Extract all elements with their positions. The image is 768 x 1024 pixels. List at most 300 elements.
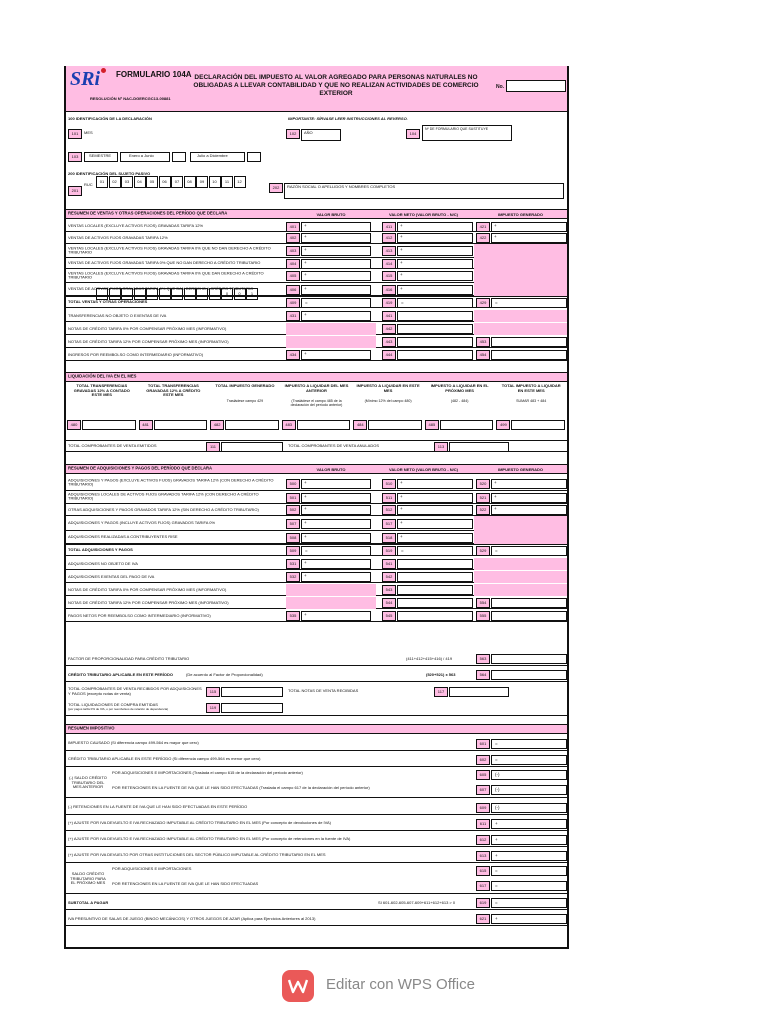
value-bruto-input[interactable] xyxy=(301,479,371,489)
ventas-row-label: VENTAS DE ACTIVOS FIJOS GRAVADAS TARIFA 12% xyxy=(68,234,168,240)
form-code: FORMULARIO 104A xyxy=(116,70,192,79)
month-option[interactable]: 10 xyxy=(209,176,221,188)
emitidos-row xyxy=(66,440,567,452)
impuesto-input[interactable] xyxy=(491,222,567,232)
saldo-anterior-item: POR ADQUISICIONES E IMPORTACIONES (Traslada el campo 615 de la declaración del período anterior) xyxy=(112,770,303,775)
plus-sign: + xyxy=(304,247,307,252)
sign-symbol: (-) xyxy=(495,787,500,792)
value-bruto-input[interactable] xyxy=(301,271,371,281)
impositivo-adjust-label: (+) AJUSTE POR IVA DEVUELTO POR OTRAS INSTITUCIONES DEL SECTOR PÚBLICO IMPUTABLE AL CRÉDITO TRIBUTARIO EN EL MES xyxy=(68,851,326,857)
value-bruto-input[interactable] xyxy=(301,611,371,621)
value-neto-input[interactable] xyxy=(397,585,473,595)
value-bruto-input[interactable] xyxy=(301,246,371,256)
sign-symbol: = xyxy=(495,868,498,873)
emitidos-input[interactable] xyxy=(221,442,283,452)
liquidacion-code: 485 xyxy=(425,420,439,430)
sem2-checkbox[interactable] xyxy=(247,152,261,162)
plus-sign: + xyxy=(304,285,307,291)
code-101: 101 xyxy=(68,129,82,139)
equals-sign: = xyxy=(495,300,498,305)
liquidacion-input[interactable] xyxy=(154,420,208,430)
ventas-row-label: VENTAS DE ACTIVOS FIJOS GRAVADAS TARIFA 0% QUE NO DAN DERECHO A CRÉDITO TRIBUTARIO xyxy=(68,259,261,265)
notas-venta-input[interactable] xyxy=(449,687,509,697)
impositivo-title: RESUMEN IMPOSITIVO xyxy=(68,725,115,731)
impuesto-input[interactable] xyxy=(491,479,567,489)
field-code: 612 xyxy=(476,835,490,845)
value-bruto-input[interactable] xyxy=(301,350,371,360)
plus-sign: + xyxy=(304,560,307,565)
plus-sign: + xyxy=(494,479,497,485)
credito-periodo-formula: (520+521) x 563 xyxy=(426,672,456,677)
adquisiciones-extra-row xyxy=(66,558,567,570)
liquidacion-col-sub: Trasládese campo 429 xyxy=(226,399,264,403)
field-code: 615 xyxy=(476,866,490,876)
month-option[interactable]: 11 xyxy=(221,176,233,188)
saldo-anterior-item: POR RETENCIONES EN LA FUENTE DE IVA QUE LE HAN SIDO EFECTUADAS (Traslada el campo 617 de la declaración del período anterior) xyxy=(112,785,370,790)
liquidacion-title: LIQUIDACIÓN DEL IVA EN EL MES xyxy=(68,373,137,379)
field-code: 412 xyxy=(382,233,396,243)
saldo-proximo-item: POR RETENCIONES EN LA FUENTE DE IVA QUE LE HAN SIDO EFECTUADAS xyxy=(112,881,259,886)
field-code: 500 xyxy=(286,479,300,489)
impositivo-row-label-row xyxy=(66,752,567,767)
field-code: 521 xyxy=(476,493,490,503)
plus-sign: + xyxy=(400,285,403,291)
impositivo-row-label-row xyxy=(66,736,567,751)
field-code: 434 xyxy=(286,350,300,360)
presuntivo-label-input[interactable] xyxy=(491,914,567,924)
liquidacion-input[interactable] xyxy=(511,420,565,430)
ruc-digit[interactable]: 1 xyxy=(246,288,258,300)
liquidacion-code: 482 xyxy=(210,420,224,430)
subtotal-label-input[interactable] xyxy=(491,898,567,908)
adquisiciones-row-label: ADQUISICIONES REALIZADAS A CONTRIBUYENTES RISE xyxy=(68,533,178,539)
value-neto-input[interactable] xyxy=(397,259,473,269)
value-neto-input[interactable] xyxy=(397,598,473,608)
blocked-cell xyxy=(286,336,376,348)
liquidacion-col-head: TOTAL TRANSFERENCIAS GRAVADAS 12% A CONTADO ESTE MES xyxy=(73,383,130,398)
saldo-proximo-item: POR ADQUISICIONES E IMPORTACIONES xyxy=(112,866,192,871)
notas-venta-label: TOTAL NOTAS DE VENTA RECIBIDAS xyxy=(288,688,359,693)
ventas-extra-row xyxy=(66,336,567,348)
ventas-total-row xyxy=(66,296,567,308)
impuesto-input[interactable] xyxy=(491,611,567,621)
sign-symbol: + xyxy=(495,852,498,858)
value-bruto-input[interactable] xyxy=(301,233,371,243)
saldo-proximo-input[interactable] xyxy=(491,881,567,891)
logo-text: SRi xyxy=(70,68,101,90)
ventas-total-label: TOTAL VENTAS Y OTRAS OPERACIONES xyxy=(68,298,148,304)
impositivo-adjust-label-input[interactable] xyxy=(491,851,567,861)
sri-logo xyxy=(70,68,104,94)
value-neto-input[interactable] xyxy=(397,493,473,503)
sign-symbol: + xyxy=(495,916,498,921)
plus-sign: + xyxy=(400,493,403,499)
impuesto-input[interactable] xyxy=(491,337,567,347)
semester-row xyxy=(66,150,567,164)
sign-symbol: + xyxy=(495,836,498,842)
value-bruto-input[interactable] xyxy=(301,222,371,232)
wps-watermark[interactable] xyxy=(282,970,502,1002)
ventas-header xyxy=(66,209,567,219)
sem1-checkbox[interactable] xyxy=(172,152,186,162)
semestre-label: SEMESTRE xyxy=(89,153,112,158)
value-neto-input[interactable] xyxy=(397,572,473,582)
form-104a xyxy=(64,66,569,949)
value-bruto-input[interactable] xyxy=(301,572,371,582)
liquidacion-input[interactable] xyxy=(225,420,279,430)
form-number-field[interactable] xyxy=(506,80,566,92)
value-bruto-input[interactable] xyxy=(301,311,371,321)
sign-symbol: (-) xyxy=(495,804,500,810)
blocked-cell xyxy=(474,269,567,283)
adquisiciones-row-label: OTRAS ADQUISICIONES Y PAGOS GRAVADOS TARIFA 12% (SIN DERECHO A CRÉDITO TRIBUTARIO) xyxy=(68,506,259,512)
saldo-proximo-label: SALDO CRÉDITO TRIBUTARIO PARA EL PRÓXIMO MES xyxy=(70,871,106,886)
impuesto-input[interactable] xyxy=(491,505,567,515)
field-code: 555 xyxy=(476,611,490,621)
blocked-cell xyxy=(286,323,376,335)
value-neto-input[interactable] xyxy=(397,285,473,295)
impuesto-input[interactable] xyxy=(491,598,567,608)
value-bruto-input[interactable] xyxy=(301,259,371,269)
impositivo-row-label-input[interactable] xyxy=(491,739,567,749)
plus-sign: + xyxy=(400,272,403,277)
field-code: 402 xyxy=(286,233,300,243)
field-code: 441 xyxy=(382,311,396,321)
sign-symbol: = xyxy=(495,900,498,905)
field-code: 403 xyxy=(286,246,300,256)
blocked-cell xyxy=(286,597,376,609)
field-code: 431 xyxy=(286,311,300,321)
ruc-digit[interactable]: 0 xyxy=(234,288,246,300)
liquidacion-input[interactable] xyxy=(297,420,351,430)
liquidacion-code: 484 xyxy=(353,420,367,430)
saldo-proximo-input[interactable] xyxy=(491,866,567,876)
month-option[interactable]: 01 xyxy=(96,176,108,188)
field-code: 501 xyxy=(286,493,300,503)
field-code: 416 xyxy=(382,285,396,295)
resolution-number: RESOLUCIÓN Nº NAC-DGERCGC13-00881 xyxy=(90,96,171,101)
liquidacion-col-head: IMPUESTO A LIQUIDAR DEL MES ANTERIOR xyxy=(284,383,349,393)
field-code: 443 xyxy=(382,337,396,347)
field-code: 607 xyxy=(476,785,490,795)
value-neto-input[interactable] xyxy=(397,337,473,347)
sign-symbol: = xyxy=(495,740,498,746)
month-option[interactable]: 03 xyxy=(121,176,133,188)
adquisiciones-total-label: TOTAL ADQUISICIONES Y PAGOS xyxy=(68,546,133,552)
plus-sign: + xyxy=(304,533,307,539)
subtotal-label-row xyxy=(66,896,567,910)
blocked-cell xyxy=(286,584,376,596)
liquidacion-col-head: TOTAL IMPUESTO A LIQUIDAR EN ESTE MES xyxy=(501,383,561,393)
razon-social-field[interactable] xyxy=(284,183,564,199)
field-code: 415 xyxy=(382,271,396,281)
liquidacion-input[interactable] xyxy=(82,420,136,430)
impositivo-adjust-label-input[interactable] xyxy=(491,819,567,829)
equals-sign: = xyxy=(401,548,404,553)
impositivo-adjust-label-input[interactable] xyxy=(491,803,567,813)
field-code: 411 xyxy=(382,222,396,232)
field-code: 613 xyxy=(476,851,490,861)
section-200-title: 200 IDENTIFICACIÓN DEL SUJETO PASIVO xyxy=(68,171,151,176)
impositivo-header xyxy=(66,724,567,734)
presuntivo-label-row xyxy=(66,912,567,926)
field-code: 602 xyxy=(476,755,490,765)
liquidacion-input[interactable] xyxy=(440,420,494,430)
blocked-cell xyxy=(474,584,567,596)
anio-field[interactable] xyxy=(301,129,341,141)
adquisiciones-row-label: ADQUISICIONES LOCALES DE ACTIVOS FIJOS GRAVADOS TARIFA 12% (CON DERECHO A CRÉDITO TRIBUTARIO) xyxy=(68,491,259,501)
liquidacion-input[interactable] xyxy=(368,420,422,430)
equals-sign: = xyxy=(495,548,498,553)
field-code: 406 xyxy=(286,285,300,295)
ventas-row xyxy=(66,244,567,258)
saldo-anterior-block xyxy=(66,768,567,798)
code-102: 102 xyxy=(286,129,300,139)
value-neto-input[interactable] xyxy=(397,559,473,569)
code-119: 119 xyxy=(206,703,220,713)
anio-label: AÑO xyxy=(304,130,313,135)
adquisiciones-extra-label: NOTAS DE CRÉDITO TARIFA 12% POR COMPENSAR PRÓXIMO MES (INFORMATIVO) xyxy=(68,599,229,605)
value-neto-input[interactable] xyxy=(397,479,473,489)
plus-sign: + xyxy=(494,234,497,239)
saldo-anterior-label: (-) SALDO CRÉDITO TRIBUTARIO DEL MES ANTERIOR xyxy=(69,775,107,790)
value-neto-input[interactable] xyxy=(397,611,473,621)
total-input[interactable] xyxy=(301,546,371,556)
ventas-col-impuesto: IMPUESTO GENERADO xyxy=(497,212,544,217)
value-bruto-input[interactable] xyxy=(301,505,371,515)
field-code: 531 xyxy=(286,559,300,569)
total-code: 519 xyxy=(382,546,396,556)
ventas-row xyxy=(66,221,567,232)
value-neto-input[interactable] xyxy=(397,505,473,515)
anulados-input[interactable] xyxy=(449,442,509,452)
month-option[interactable]: 07 xyxy=(171,176,183,188)
field-code: 502 xyxy=(286,505,300,515)
semestre-field[interactable] xyxy=(84,152,118,162)
recibidos-label: TOTAL COMPROBANTES DE VENTA RECIBIDOS POR ADQUISICIONES Y PAGOS (excepto notas de venta) xyxy=(68,686,202,696)
blocked-cell xyxy=(474,258,567,269)
saldo-anterior-input[interactable] xyxy=(491,770,567,780)
liquidacion-col-head: IMPUESTO A LIQUIDAR EN EL PRÓXIMO MES xyxy=(430,383,489,393)
field-code: 617 xyxy=(476,881,490,891)
month-option[interactable]: 05 xyxy=(146,176,158,188)
plus-sign: + xyxy=(304,506,307,511)
field-code: 541 xyxy=(382,559,396,569)
liquidacion-col-head: TOTAL IMPUESTO GENERADO xyxy=(215,383,275,388)
month-option[interactable]: 09 xyxy=(196,176,208,188)
field-code: 542 xyxy=(382,572,396,582)
value-neto-input[interactable] xyxy=(397,233,473,243)
value-neto-input[interactable] xyxy=(397,324,473,334)
impuesto-input[interactable] xyxy=(491,233,567,243)
total-input[interactable] xyxy=(301,298,371,308)
field-code: 511 xyxy=(382,493,396,503)
saldo-anterior-input[interactable] xyxy=(491,785,567,795)
ventas-extra-label: INGRESOS POR REEMBOLSO COMO INTERMEDIARIO (INFORMATIVO) xyxy=(68,351,204,357)
plus-sign: + xyxy=(304,259,307,265)
adquisiciones-total-row xyxy=(66,544,567,556)
value-bruto-input[interactable] xyxy=(301,285,371,295)
wps-logo-icon xyxy=(282,970,314,1002)
month-option[interactable]: 04 xyxy=(134,176,146,188)
factor-label-input[interactable] xyxy=(491,654,567,664)
impositivo-adjust-label: (+) AJUSTE POR IVA DEVUELTO E IVA RECHAZADO IMPUTABLE AL CRÉDITO TRIBUTARIO EN EL MES (Por concepto de retenciones en la fuente de IVA) xyxy=(68,835,351,841)
blocked-cell xyxy=(474,323,567,335)
plus-sign: + xyxy=(494,493,497,499)
value-neto-input[interactable] xyxy=(397,519,473,529)
field-code: 422 xyxy=(476,233,490,243)
month-option[interactable]: 06 xyxy=(159,176,171,188)
blocked-cell xyxy=(474,558,567,570)
anulados-code: 113 xyxy=(434,442,448,452)
adquisiciones-row xyxy=(66,476,567,491)
sign-symbol: (-) xyxy=(495,772,500,777)
value-neto-input[interactable] xyxy=(397,222,473,232)
value-neto-input[interactable] xyxy=(397,311,473,321)
impuesto-input[interactable] xyxy=(491,350,567,360)
impositivo-row-label-input[interactable] xyxy=(491,755,567,765)
impositivo-adjust-label-input[interactable] xyxy=(491,835,567,845)
sustituye-label: Nº DE FORMULARIO QUE SUSTITUYE xyxy=(425,127,489,131)
plus-sign: + xyxy=(304,222,307,228)
plus-sign: + xyxy=(400,259,403,265)
liquidaciones-input[interactable] xyxy=(221,703,283,713)
adquisiciones-extra-label: ADQUISICIONES NO OBJETO DE IVA xyxy=(68,560,138,566)
month-option[interactable]: 02 xyxy=(109,176,121,188)
plus-sign: + xyxy=(400,519,403,525)
adquisiciones-row xyxy=(66,504,567,516)
total-input[interactable] xyxy=(491,546,567,556)
ventas-row xyxy=(66,269,567,283)
saldo-proximo-block xyxy=(66,864,567,894)
impositivo-adjust-label-row xyxy=(66,832,567,847)
field-code: 405 xyxy=(286,271,300,281)
month-option[interactable]: 12 xyxy=(234,176,246,188)
field-code: 413 xyxy=(382,246,396,256)
equals-sign: = xyxy=(305,300,308,305)
field-code: 453 xyxy=(476,337,490,347)
field-code: 621 xyxy=(476,914,490,924)
total-input[interactable] xyxy=(397,546,473,556)
liquidacion-col-head: IMPUESTO A LIQUIDAR EN ESTE MES xyxy=(356,383,420,393)
value-bruto-input[interactable] xyxy=(301,559,371,569)
ventas-col-bruto: VALOR BRUTO xyxy=(316,212,346,217)
field-code: 545 xyxy=(382,611,396,621)
sustituye-field[interactable] xyxy=(422,125,512,141)
sem2-label: Julio a Diciembre xyxy=(197,153,228,158)
ruc-digit[interactable]: 0 xyxy=(221,288,233,300)
adquisiciones-col-bruto: VALOR BRUTO xyxy=(316,467,346,472)
value-bruto-input[interactable] xyxy=(301,493,371,503)
plus-sign: + xyxy=(304,612,307,617)
code-201: 201 xyxy=(68,186,82,196)
total-input[interactable] xyxy=(397,298,473,308)
total-code: 409 xyxy=(286,298,300,308)
credito-periodo-note: (De acuerdo al Factor de Proporcionalidad) xyxy=(186,672,263,677)
total-input[interactable] xyxy=(491,298,567,308)
impositivo-adjust-label-row xyxy=(66,816,567,831)
field-code: 522 xyxy=(476,505,490,515)
liquidacion-code: 480 xyxy=(67,420,81,430)
liquidacion-col-sub: (Mínimo 12% del campo 480) xyxy=(364,399,412,403)
liquidacion-header xyxy=(66,372,567,382)
adquisiciones-extra-row xyxy=(66,584,567,596)
plus-sign: + xyxy=(400,479,403,485)
number-label: No. xyxy=(496,84,505,90)
adquisiciones-extra-label: NOTAS DE CRÉDITO TARIFA 0% POR COMPENSAR PRÓXIMO MES (INFORMATIVO) xyxy=(68,586,227,592)
field-code: 510 xyxy=(382,479,396,489)
field-code: 554 xyxy=(476,598,490,608)
value-bruto-input[interactable] xyxy=(301,519,371,529)
ventas-extra-label: NOTAS DE CRÉDITO TARIFA 12% POR COMPENSAR PRÓXIMO MES (INFORMATIVO) xyxy=(68,338,229,344)
value-neto-input[interactable] xyxy=(397,246,473,256)
recibidos-block xyxy=(66,684,567,716)
adquisiciones-extra-row xyxy=(66,597,567,609)
razon-social-label: RAZÓN SOCIAL O APELLIDOS Y NOMBRES COMPLETOS xyxy=(287,184,396,189)
ventas-row-label: VENTAS LOCALES (EXCLUYE ACTIVOS FIJOS) GRAVADAS TARIFA 0% QUE DAN DERECHO A CRÉDITO TRIBUTARIO xyxy=(68,270,264,280)
adquisiciones-header xyxy=(66,464,567,474)
field-code: 404 xyxy=(286,259,300,269)
field-code: 535 xyxy=(286,611,300,621)
impositivo-adjust-label-row xyxy=(66,800,567,815)
code-103: 103 xyxy=(68,152,82,162)
field-code: 442 xyxy=(382,324,396,334)
sem2-option[interactable] xyxy=(190,152,245,162)
field-code: 564 xyxy=(476,670,490,680)
ventas-row xyxy=(66,258,567,269)
value-neto-input[interactable] xyxy=(397,533,473,543)
field-code: 532 xyxy=(286,572,300,582)
field-code: 544 xyxy=(382,598,396,608)
value-neto-input[interactable] xyxy=(397,350,473,360)
month-option[interactable]: 08 xyxy=(184,176,196,188)
sem1-option[interactable] xyxy=(120,152,170,162)
impuesto-input[interactable] xyxy=(491,493,567,503)
impositivo-adjust-label: (-) RETENCIONES EN LA FUENTE DE IVA QUE LE HAN SIDO EFECTUADAS EN ESTE PERÍODO xyxy=(68,803,248,809)
liquidaciones-note: (por pagos tarifa 0% de IVA, o por reembolsos de relación de dependencia) xyxy=(68,707,169,711)
plus-sign: + xyxy=(494,222,497,228)
blocked-cell xyxy=(474,531,567,544)
ventas-row xyxy=(66,283,567,296)
field-code: 508 xyxy=(286,533,300,543)
adquisiciones-row-label: ADQUISICIONES Y PAGOS (EXCLUYE ACTIVOS FIJOS) GRAVADOS TARIFA 12% (CON DERECHO A CRÉDITO TRIBUTARIO) xyxy=(68,477,274,487)
code-115: 115 xyxy=(206,687,220,697)
field-code: 563 xyxy=(476,654,490,664)
value-neto-input[interactable] xyxy=(397,271,473,281)
field-code: 421 xyxy=(476,222,490,232)
adquisiciones-col-neto: VALOR NETO (VALOR BRUTO - N/C) xyxy=(388,467,459,472)
field-code: 605 xyxy=(476,770,490,780)
field-code: 543 xyxy=(382,585,396,595)
ventas-title: RESUMEN DE VENTAS Y OTRAS OPERACIONES DEL PERÍODO QUE DECLARA xyxy=(68,210,228,216)
credito-periodo-label-input[interactable] xyxy=(491,670,567,680)
field-code: 507 xyxy=(286,519,300,529)
plus-sign: + xyxy=(400,247,403,252)
field-code: 414 xyxy=(382,259,396,269)
credito-periodo-label-row xyxy=(66,668,567,682)
value-bruto-input[interactable] xyxy=(301,533,371,543)
liquidacion-code: 499 xyxy=(496,420,510,430)
blocked-cell xyxy=(474,571,567,583)
adquisiciones-row-label: ADQUISICIONES Y PAGOS (INCLUYE ACTIVOS FIJOS) GRAVADOS TARIFA 0% xyxy=(68,519,216,525)
ventas-extra-row xyxy=(66,310,567,322)
recibidos-input[interactable] xyxy=(221,687,283,697)
ruc-label: RUC xyxy=(84,182,93,187)
liquidacion-code: 483 xyxy=(282,420,296,430)
plus-sign: + xyxy=(304,234,307,239)
equals-sign: = xyxy=(305,548,308,553)
code-117: 117 xyxy=(434,687,448,697)
